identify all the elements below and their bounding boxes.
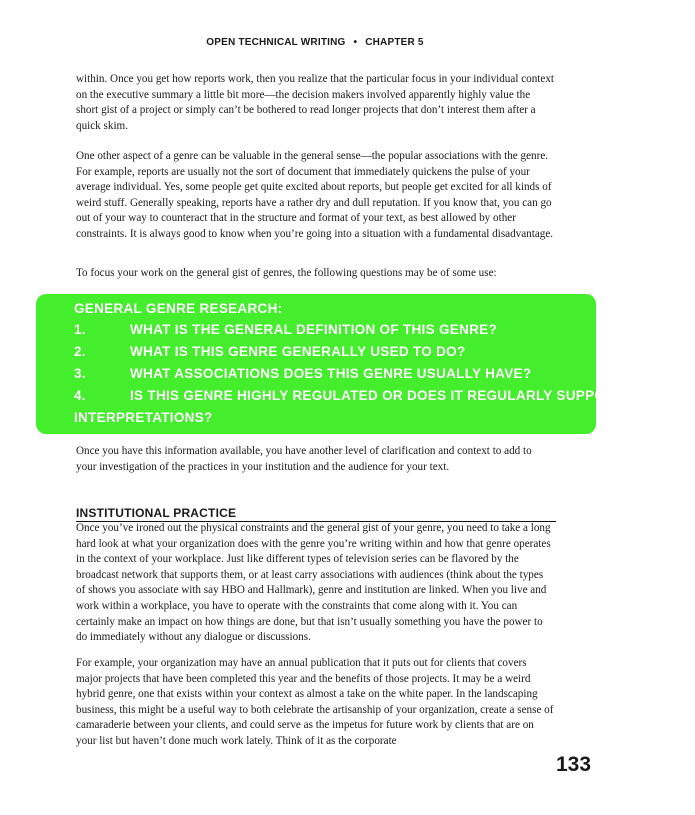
genre-research-callout	[36, 294, 695, 434]
page-number: 133	[556, 753, 592, 776]
paragraph-next-level: Once you have this information available, you have another level of clarification and context to add to your investigation of the practices in your institution and the audience for your text.	[76, 445, 532, 473]
callout-item-2: 2. WHAT IS THIS GENRE GENERALLY USED TO DO?	[74, 344, 466, 359]
header-book-title: OPEN TECHNICAL WRITING	[206, 37, 346, 48]
callout-item-3: 3. WHAT ASSOCIATIONS DOES THIS GENRE USUALLY HAVE?	[74, 366, 532, 381]
paragraph-annual-publication: For example, your organization may have an annual publication that it puts out for clients that covers major projects that have been completed this year and the benefits of those projects. It may be a weird hybrid genre, one that exists within your context as almost a take on the white paper. In the landscaping business, this might be a useful way to both celebrate the artisanship of your organization, create a sense of camaraderie between your clients, and could serve as the impetus for future work by clients that are on your list but haven’t done much work lately. Think of it as the corporate	[76, 657, 554, 747]
paragraph-institutional-practice: Once you’ve ironed out the physical constraints and the general gist of your genre, you need to take a long hard look at what your organization does with the genre you’re writing within and how that genre operates in the context of your workplace. Just like different types of television series can be flavored by the broadcast network that supports them, or at least carry associations with audiences (think about the types of shows you associate with say HBO and Hallmark), genre and institution are linked. When you live and work within a workplace, you have to operate with the constraints that come along with it. You can certainly make an impact on how things are done, but that isn’t usually something you have the power to do immediately without any dialogue or discussions.	[76, 522, 551, 644]
callout-item-4: 4. IS THIS GENRE HIGHLY REGULATED OR DOES IT REGULARLY SUPPORT EXTREME	[74, 388, 695, 403]
header-chapter: CHAPTER 5	[365, 37, 424, 48]
paragraph-genre-associations: One other aspect of a genre can be valuable in the general sense—the popular associations with the genre. For example, reports are usually not the sort of document that immediately quickens the pulse of your average individual. Yes, some people get quite excited about reports, but people get excited for all kinds of weird stuff. Generally speaking, reports have a rather dry and dull reputation. If you know that, you can go out of your way to counteract that in the structure and format of your text, as best allowed by other constraints. It is always good to know when you’re going into a situation with a fundamental disadvantage.	[76, 150, 554, 240]
section-heading-institutional-practice: INSTITUTIONAL PRACTICE	[76, 506, 556, 522]
callout-title: GENERAL GENRE RESEARCH:	[74, 301, 283, 316]
paragraph-reports-focus: within. Once you get how reports work, then you realize that the particular focus in your individual context on the executive summary a little bit more—the decision makers involved apparently highly value the short gist of a project or simply can’t be bothered to read longer projects that don’t interest them after a quick skim.	[76, 73, 554, 132]
running-header	[0, 37, 630, 48]
paragraph-questions-intro: To focus your work on the general gist of genres, the following questions may be of some use:	[76, 267, 497, 279]
callout-item-4-continuation: INTERPRETATIONS?	[74, 410, 213, 425]
header-separator: •	[353, 37, 358, 48]
callout-item-1: 1. WHAT IS THE GENERAL DEFINITION OF THIS GENRE?	[74, 322, 498, 337]
